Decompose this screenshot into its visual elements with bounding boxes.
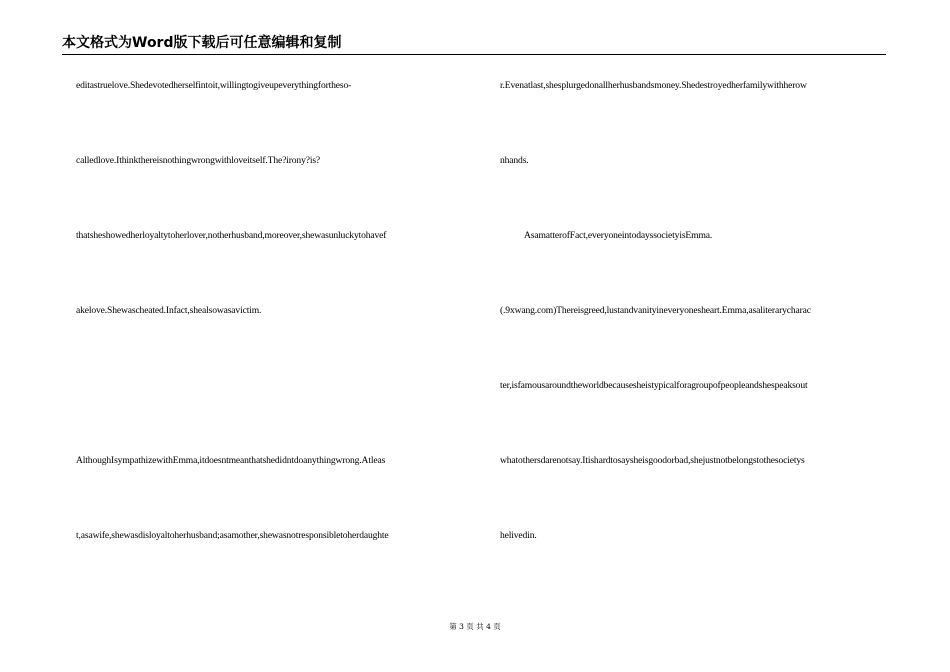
text-line: AlthoughIsympathizewithEmma,itdoesntmeanthatshedidntdoanythingwrong.Atleas — [76, 455, 386, 466]
header-title: 本文格式为Word版下载后可任意编辑和复制 — [62, 35, 342, 51]
text-line: whatothersdarenotsay.Itishardtosaysheisgoodorbad,shejustnotbelongstothesocietys — [500, 455, 805, 466]
page-header — [62, 34, 886, 55]
page-number: 第 3 页 共 4 页 — [449, 622, 501, 631]
text-line: akelove.Shewascheated.Infact,shealsowasavictim. — [76, 305, 262, 316]
text-line: AsamatterofFact,everyoneintodayssocietyisEmma. — [524, 230, 713, 241]
text-line: editastruelove.Shedevotedherselfintoit,willingtogiveupeverythingfortheso- — [76, 80, 352, 91]
text-line: t,asawife,shewasdisloyaltoherhusband;asamother,shewasnotresponsibletoherdaughte — [76, 530, 389, 541]
text-line: ter,isfamousaroundtheworldbecausesheistypicalforagroupofpeopleandshespeaksout — [500, 380, 808, 391]
text-line: r.Evenatlast,shesplurgedonallherhusbandsmoney.Shedestroyedherfamilywithherow — [500, 80, 807, 91]
text-line: helivedin. — [500, 530, 537, 541]
text-line: calledlove.Ithinkthereisnothingwrongwithloveitself.The?irony?is? — [76, 155, 321, 166]
text-line: thatsheshowedherloyaltytoherlover,notherhusband,moreover,shewasunluckytohavef — [76, 230, 387, 241]
text-line: nhands. — [500, 155, 529, 166]
text-line: (.9xwang.com)Thereisgreed,lustandvanityineveryonesheart.Emma,asaliterarycharac — [500, 305, 811, 316]
